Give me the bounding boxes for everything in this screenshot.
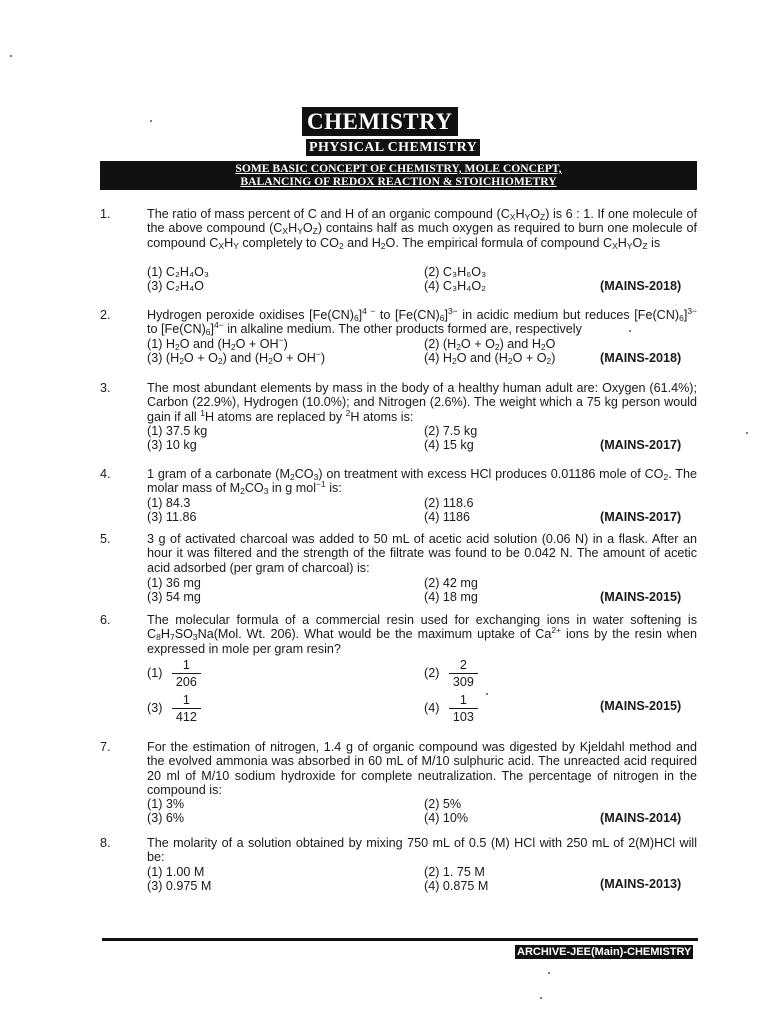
scan-speck [10, 55, 12, 57]
question-number: 7. [100, 740, 111, 754]
exam-source: (MAINS-2015) [600, 590, 682, 604]
option-4: (4) 1186 [424, 510, 470, 524]
topic-line-1: SOME BASIC CONCEPT OF CHEMISTRY, MOLE CONCEPT, [235, 162, 562, 175]
option-3: (3) C₂H₄O [147, 279, 204, 293]
scan-speck [540, 997, 542, 999]
question-text: 1 gram of a carbonate $(M_2CO_3)$ on treatment with excess HCl produces 0.01186 mole of $CO_2$. The molar mass of $M_2CO_3$ in g mol$^{-1}$ is: [147, 467, 697, 497]
option-4: (4) 15 kg [424, 438, 474, 452]
option-1: (1) 1.00 M [147, 865, 205, 879]
question-number: 8. [100, 836, 111, 850]
question-text: The ratio of mass percent of C and H of an organic compound $(C_XH_YO_Z)$ is 6 : 1. If one molecule of the above compound $(C_XH_YO_Z)$ contains half as much oxygen as required to burn one molecule of compound $C_XH_Y$ completely to $CO_2$ and $H_2O$. The empirical formula of compound $C_XH_YO_Z$ is [147, 207, 698, 251]
option-2: (2) 118.6 [424, 496, 474, 510]
option-4: (4) 18 mg [424, 590, 478, 604]
fraction: $\frac{1}{206}$ [172, 658, 201, 689]
option-2: (2) 7.5 kg [424, 424, 478, 438]
scan-speck [486, 693, 488, 695]
option-2: (2) $\frac{2}{309}$ [424, 658, 478, 689]
exam-source: (MAINS-2015) [600, 699, 682, 713]
option-4: (4) 0.875 M [424, 879, 489, 893]
page-title: CHEMISTRY [302, 107, 458, 136]
option-1: (1) C₂H₄O₃ [147, 265, 210, 279]
question-number: 4. [100, 467, 111, 481]
scan-speck [746, 432, 748, 434]
question-number: 1. [100, 207, 111, 221]
option-3: (3) $(H_2O + O_2)$ and $(H_2O + OH^-)$ [147, 349, 326, 366]
question-number: 5. [100, 532, 111, 546]
topic-banner [100, 161, 697, 190]
question-text: Hydrogen peroxide oxidises $[Fe(CN)_6]^{4 -}$ to $[Fe(CN)_6]^{3-}$ in acidic medium but reduces $[Fe(CN)_6]^{3-}$ to $[Fe(CN)_6]^{4-}$ in alkaline medium. The other products formed are, respectively [147, 306, 698, 338]
topic-line-2: BALANCING OF REDOX REACTION & STOICHIOMETRY [240, 174, 557, 188]
option-1: (1) 84.3 [147, 496, 191, 510]
scan-speck [629, 330, 631, 332]
fraction: $\frac{1}{412}$ [172, 693, 201, 724]
option-1: (1) 3% [147, 797, 185, 811]
question-text: 3 g of activated charcoal was added to 50 mL of acetic acid solution (0.06 N) in a flask. After an hour it was filtered and the strength of the filtrate was found to be 0.042 N. The amount of acetic acid adsorbed (per gram of charcoal) is: [147, 532, 697, 575]
question-text: The molarity of a solution obtained by mixing 750 mL of 0.5 (M) HCl with 250 mL of 2(M)HCl will be: [147, 836, 697, 865]
question-number: 6. [100, 613, 111, 627]
option-2: (2) 1. 75 M [424, 865, 485, 879]
exam-source: (MAINS-2018) [600, 279, 682, 293]
option-3: (3) $\frac{1}{412}$ [147, 693, 201, 724]
question-number: 2. [100, 308, 111, 322]
option-1: (1) $\frac{1}{206}$ [147, 658, 201, 689]
question-text: The molecular formula of a commercial resin used for exchanging ions in water softening is $C_8H_7SO_3Na(Mol$. Wt. 206). What would be the maximum uptake of $Ca^{2+}$ ions by the resin when expressed in mole per gram resin? [147, 613, 698, 656]
option-2: (2) $(H_2O + O_2)$ and $H_2O$ [424, 337, 556, 352]
option-3: (3) 11.86 [147, 510, 197, 524]
option-2: (2) C₃H₆O₃ [424, 265, 487, 279]
exam-source: (MAINS-2014) [600, 811, 682, 825]
option-4: (4) $H_2O$ and $(H_2O + O_2)$ [424, 351, 556, 366]
footer-rule [102, 938, 698, 941]
scan-speck [150, 120, 152, 122]
question-text: The most abundant elements by mass in the body of a healthy human adult are: Oxygen (61.4%); Carbon (22.9%), Hydrogen (10.0%); and Nitrogen (2.6%). The weight which a 75 kg person would gain if all $^1$H atoms are replaced by $^2$H atoms is: [147, 381, 697, 424]
option-3: (3) 6% [147, 811, 185, 825]
option-4: (4) C₃H₄O₂ [424, 279, 487, 293]
option-1: (1) $H_2O$ and $(H_2O + OH^-)$ [147, 335, 288, 352]
scan-speck [548, 972, 550, 974]
fraction: $\frac{1}{103}$ [449, 693, 478, 724]
fraction: $\frac{2}{309}$ [449, 658, 478, 689]
option-3: (3) 0.975 M [147, 879, 212, 893]
section-subtitle: PHYSICAL CHEMISTRY [306, 139, 480, 156]
question-text: For the estimation of nitrogen, 1.4 g of organic compound was digested by Kjeldahl method and the evolved ammonia was absorbed in 60 mL of M/10 sulphuric acid. The unreacted acid required 20 ml of M/10 sodium hydroxide for complete neutralization. The percentage of nitrogen in the compound is: [147, 740, 697, 798]
option-4: (4) 10% [424, 811, 469, 825]
option-3: (3) 54 mg [147, 590, 201, 604]
option-4: (4) $\frac{1}{103}$ [424, 693, 478, 724]
option-3: (3) 10 kg [147, 438, 197, 452]
question-number: 3. [100, 381, 111, 395]
exam-source: (MAINS-2018) [600, 351, 682, 365]
option-1: (1) 37.5 kg [147, 424, 208, 438]
exam-source: (MAINS-2013) [600, 877, 682, 891]
exam-source: (MAINS-2017) [600, 510, 682, 524]
option-1: (1) 36 mg [147, 576, 201, 590]
option-2: (2) 5% [424, 797, 462, 811]
exam-source: (MAINS-2017) [600, 438, 682, 452]
footer-label: ARCHIVE-JEE(Main)-CHEMISTRY [517, 946, 692, 958]
option-2: (2) 42 mg [424, 576, 478, 590]
